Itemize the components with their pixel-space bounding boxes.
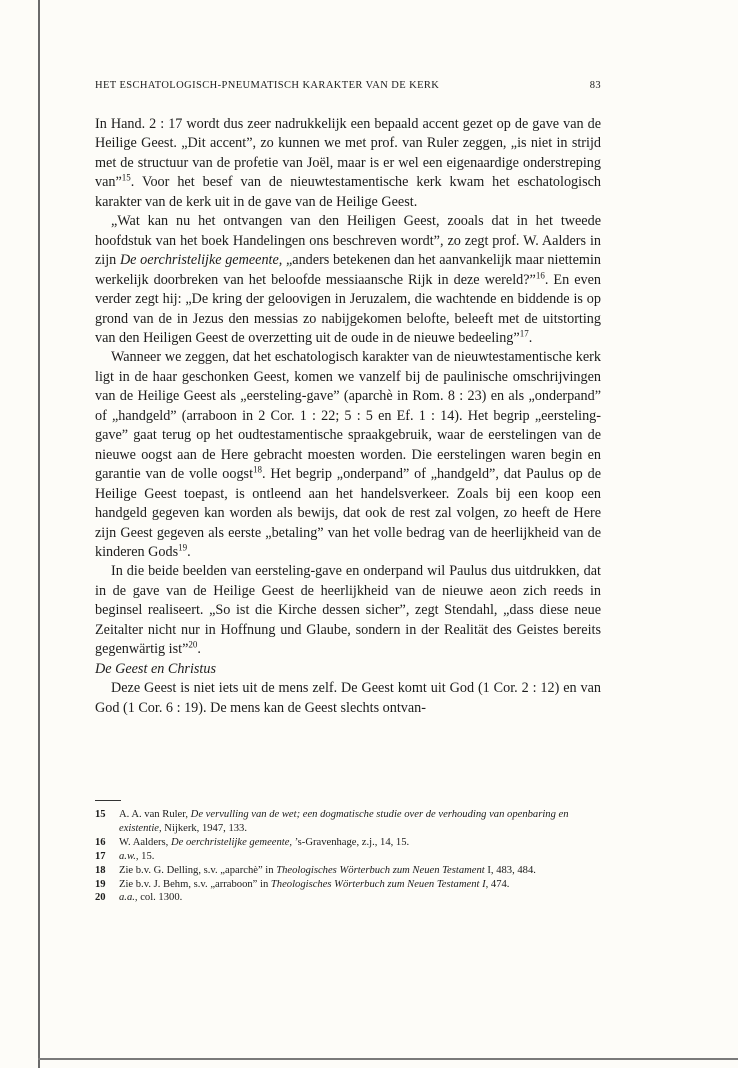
section-heading: De Geest en Christus <box>95 660 216 677</box>
text-run: . Het begrip „onderpand” of „handgeld”, dat Paulus op de Heilige Geest toepast, is ontleend aan het handelsverkeer. Zoals bij een koop een handgeld gegeven kan worden als bewijs, dat ook de rest zal volgen, zo heeft de Here zijn Geest gegeven als eerste „betaling” van het volle bedrag van de heerlijkheid van de kinderen Gods <box>95 466 601 560</box>
footnote-title: De vervulling van de wet; een dogmatische studie over de verhouding van openbaring en existentie, <box>119 809 569 834</box>
footnote-ref-17: 17 <box>519 328 529 339</box>
scan-edge-bottom <box>38 1058 738 1060</box>
running-head-title: HET ESCHATOLOGISCH-PNEUMATISCH KARAKTER VAN DE KERK <box>95 80 440 91</box>
footnote-text <box>119 891 601 905</box>
running-head <box>95 80 601 91</box>
scan-edge-left <box>38 0 40 1068</box>
book-title: De oerchristelijke gemeente, <box>119 252 283 269</box>
footnote-text-run: A. A. van Ruler, <box>119 809 191 820</box>
footnote-text-run: 15. <box>138 850 155 862</box>
footnote-20 <box>95 891 601 905</box>
paragraph-2 <box>95 212 601 348</box>
footnote-number: 17 <box>95 850 106 862</box>
footnote-ref-18: 18 <box>253 464 263 475</box>
footnote-text-run: W. Aalders, <box>119 836 171 848</box>
footnote-ref-15: 15 <box>121 172 131 183</box>
paragraph-1 <box>95 115 601 212</box>
footnote-text-run: 474. <box>488 878 510 890</box>
footnote-text-run: Zie b.v. G. Delling, s.v. „aparchè” in <box>119 864 277 876</box>
footnote-text <box>119 808 601 836</box>
footnote-19 <box>95 878 601 892</box>
footnote-number: 16 <box>95 836 106 848</box>
text-run: Wanneer we zeggen, dat het eschatologisch karakter van de nieuwtestamentische kerk ligt in de haar geschonken Geest, komen we vanzelf bij de paulinische omschrijvingen van de Heilige Geest als „eersteling-gave” (aparchè in Rom. 8 : 23) en als „onderpand” of „handgeld” (arraboon in 2 Cor. 1 : 22; 5 : 5 en Ef. 1 : 14). Het begrip „eersteling-gave” gaat terug op het oudtestamentische spraakgebruik, waar de eerstelingen van de nieuwe oogst aan de Here gebracht moesten worden. Die eerstelingen waren begin en garantie van de volle oogst <box>95 349 601 483</box>
footnote-number: 15 <box>95 809 106 820</box>
footnote-text-run: Nijkerk, 1947, 133. <box>161 822 247 834</box>
text-run: . En even verder zegt hij: „De kring der geloovigen in Jeruzalem, die wachtende en biddende is op grond van de in Jezus den messias zo nabijgekomen belofte, beleeft met de uitstorting van den Heiligen Geest de overzetting uit de oude in de nieuwe bedeeling” <box>95 271 601 346</box>
text-run: . <box>197 641 201 658</box>
footnote-title: a.a., <box>119 892 138 904</box>
text-run: „Wat kan nu het ontvangen van den Heiligen Geest, zooals dat in het tweede hoofdstuk van het boek Handelingen ons beschreven wordt”, zo zegt prof. W. Aalders in zijn <box>95 213 601 269</box>
footnote-ref-19: 19 <box>178 542 188 553</box>
text-run: „anders betekenen dan het aanvankelijk maar niettemin werkelijk doorbreken van het beloofde messiaansche Rijk in deze wereld?” <box>95 252 601 288</box>
footnote-17 <box>95 850 601 864</box>
footnote-ref-20: 20 <box>188 639 198 650</box>
footnote-text-run: ’s-Gravenhage, z.j., 14, 15. <box>292 836 410 848</box>
footnote-text <box>119 878 601 892</box>
footnote-text-run: I, 483, 484. <box>484 864 536 876</box>
text-run: . <box>528 329 533 346</box>
footnote-title: De oerchristelijke gemeente, <box>170 836 293 848</box>
paragraph-3 <box>95 348 601 562</box>
footnote-text <box>119 864 601 878</box>
text-run: In Hand. 2 : 17 wordt dus zeer nadrukkelijk een bepaald accent gezet op de gave van de Heilige Geest. „Dit accent”, zo kunnen we met prof. van Ruler zeggen, „is niet in strijd met de structuur van de profetie van Joël, maar is er wel een eigenaardige onderstreping van” <box>95 116 601 191</box>
text-run: In die beide beelden van eersteling-gave en onderpand wil Paulus dus uitdrukken, dat in de gave van de Heilige Geest de heerlijkheid van de nieuwe aeon zich reeds in beginsel realiseert. „So ist die Kirche dessen sicher”, zegt Stendahl, „dass diese neue Zeitalter nicht nur in Hoffnung und Glaube, sondern in der Realität des Geistes bereits gegenwärtig ist” <box>95 563 601 658</box>
body-text <box>95 115 601 718</box>
footnote-text-run: col. 1300. <box>137 892 183 904</box>
footnote-rule <box>95 800 121 801</box>
footnote-16 <box>95 836 601 850</box>
footnote-text-run: Zie b.v. J. Behm, s.v. „arraboon” in <box>119 878 271 890</box>
paragraph-5 <box>95 679 601 718</box>
footnote-ref-16: 16 <box>535 269 545 280</box>
footnote-15 <box>95 808 601 836</box>
footnote-title: Theologisches Wörterbuch zum Neuen Testament I, <box>270 878 489 890</box>
footnote-number: 18 <box>95 864 106 876</box>
text-run: Deze Geest is niet iets uit de mens zelf. De Geest komt uit God (1 Cor. 2 : 12) en van God (1 Cor. 6 : 19). De mens kan de Geest slechts ontvan- <box>95 680 601 716</box>
footnote-number: 19 <box>95 878 106 890</box>
footnote-number: 20 <box>95 892 106 904</box>
text-run: . Voor het besef van de nieuwtestamentische kerk kwam het eschatologisch karakter van de kerk uit in de gave van de Heilige Geest. <box>95 174 601 210</box>
page-number: 83 <box>589 80 601 91</box>
paragraph-4 <box>95 562 601 659</box>
footnote-title: a.w., <box>119 850 139 862</box>
footnote-text <box>119 836 601 850</box>
footnote-18 <box>95 864 601 878</box>
text-run: . <box>187 543 191 560</box>
footnote-text <box>119 850 601 864</box>
footnote-title: Theologisches Wörterbuch zum Neuen Testament <box>276 864 485 876</box>
footnotes <box>95 808 601 905</box>
